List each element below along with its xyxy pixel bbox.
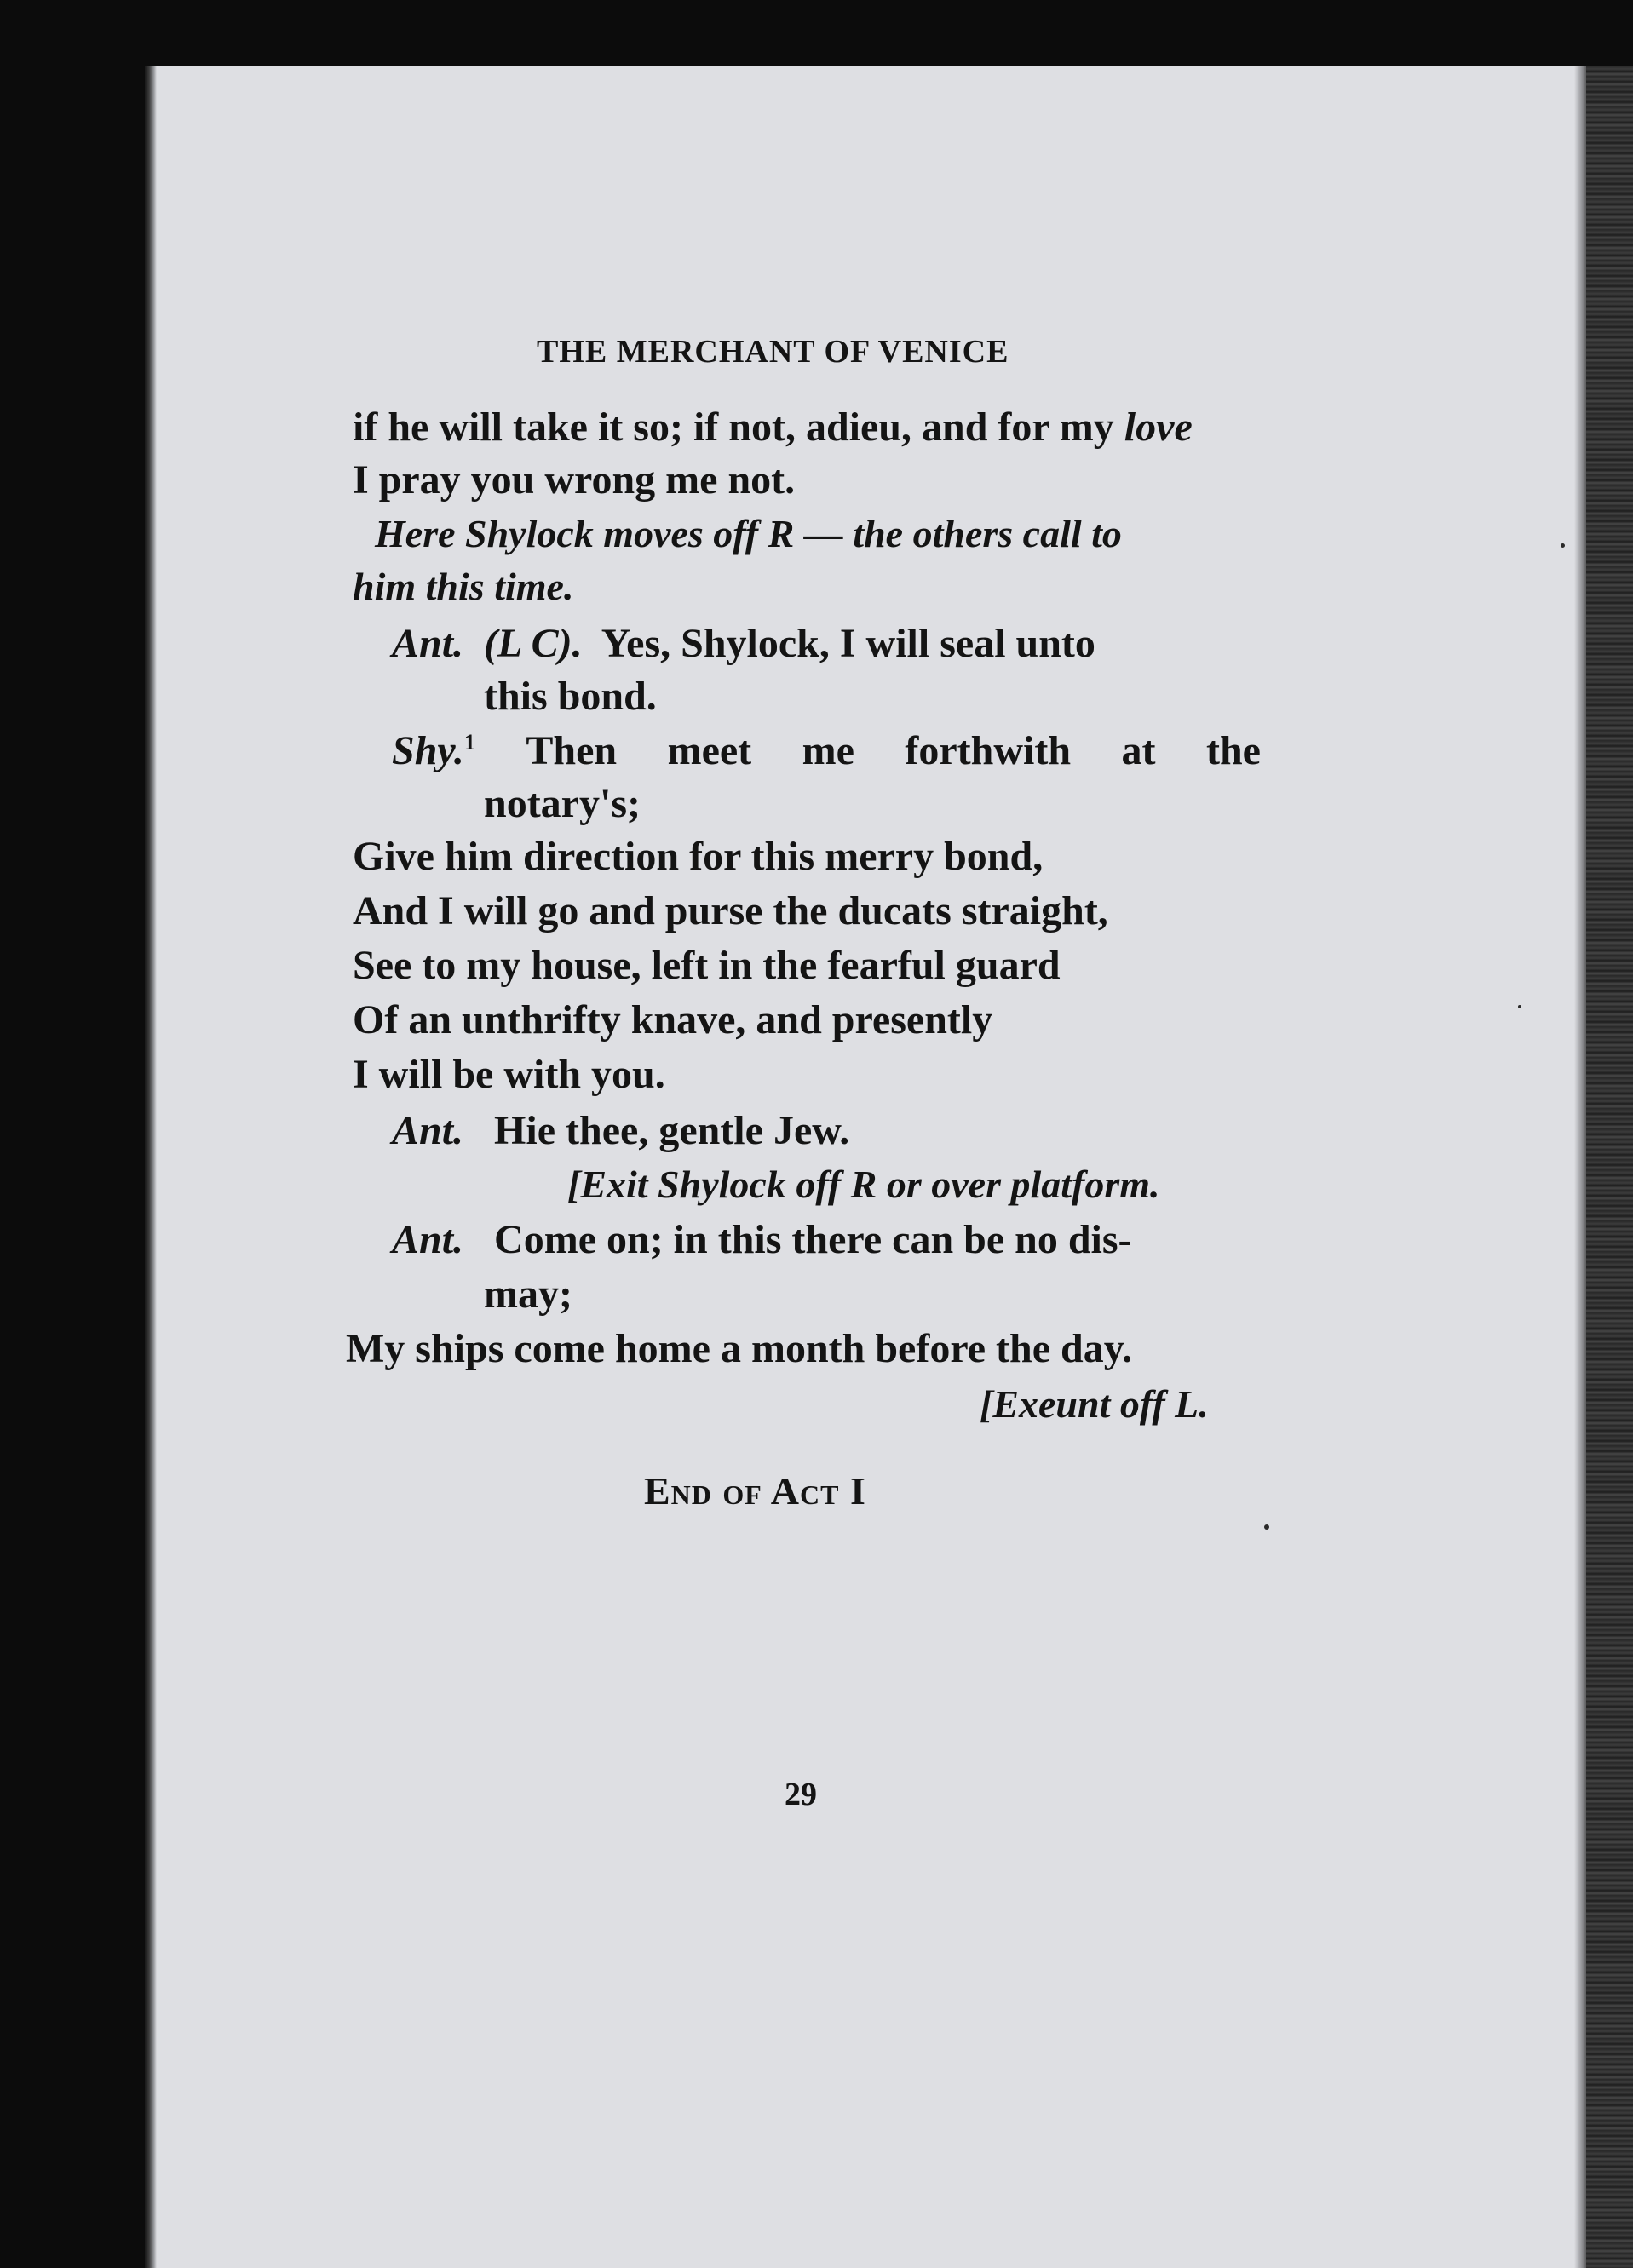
verse-line-2: And I will go and purse the ducats straight, xyxy=(353,888,1108,933)
speaker-name: Ant. xyxy=(392,1108,464,1153)
speaker-name: Shy.$^1$ xyxy=(392,728,475,773)
verse-line-4: Of an unthrifty knave, and presently xyxy=(353,997,993,1042)
stage-direction-1-cont: him this time. xyxy=(353,565,574,608)
line-1-italic-word: love xyxy=(1124,405,1193,450)
verse-line-1: Give him direction for this merry bond, xyxy=(353,834,1044,879)
verse-line-5: I will be with you. xyxy=(353,1052,665,1097)
speech-word: Then xyxy=(526,728,618,773)
speech-text: Yes, Shylock, I will seal unto xyxy=(601,621,1095,666)
speech-shylock xyxy=(392,728,1261,773)
scan-speck xyxy=(1264,1524,1269,1530)
running-header: THE MERCHANT OF VENICE xyxy=(537,334,1009,370)
end-of-act-heading: End of Act I xyxy=(644,1469,866,1513)
text-line-1 xyxy=(353,407,1193,448)
speaker-name: Ant. xyxy=(392,621,464,666)
speech-text: Come on; in this there can be no dis- xyxy=(494,1217,1132,1262)
speech-antonio-1 xyxy=(392,623,1095,664)
stage-direction-exit: [Exit Shylock off R or over platform. xyxy=(567,1163,1160,1206)
speech-word: forthwith xyxy=(905,728,1072,773)
page-number: 29 xyxy=(785,1777,817,1812)
speech-antonio-3 xyxy=(392,1217,1132,1262)
verse-line-6: My ships come home a month before the day. xyxy=(346,1326,1133,1371)
speaker-direction: (L C). xyxy=(484,621,583,666)
speech-shylock-cont: notary's; xyxy=(484,781,641,826)
speech-antonio-3-cont: may; xyxy=(484,1272,572,1317)
speech-word: me xyxy=(802,728,854,773)
speech-text: Hie thee, gentle Jew. xyxy=(494,1108,850,1153)
binding-gutter xyxy=(145,66,157,2268)
speaker-name: Ant. xyxy=(392,1217,464,1262)
speech-word: meet xyxy=(667,728,752,773)
verse-line-3: See to my house, left in the fearful guard xyxy=(353,943,1061,988)
page-edge xyxy=(1586,66,1633,2268)
scan-speck xyxy=(1561,543,1565,548)
speech-word: at xyxy=(1121,728,1156,773)
speech-word: the xyxy=(1205,728,1261,773)
speech-antonio-2 xyxy=(392,1108,850,1153)
line-1-text: if he will take it so; if not, adieu, and for my xyxy=(353,405,1114,450)
footnote-marker: 1 xyxy=(463,730,475,755)
stage-direction-exeunt: [Exeunt off L. xyxy=(980,1382,1209,1426)
scan-speck xyxy=(1518,1005,1521,1008)
text-line-2: I pray you wrong me not. xyxy=(353,457,796,502)
stage-direction-1: Here Shylock moves off R — the others call to xyxy=(375,512,1122,555)
speech-antonio-1-cont: this bond. xyxy=(484,674,657,719)
